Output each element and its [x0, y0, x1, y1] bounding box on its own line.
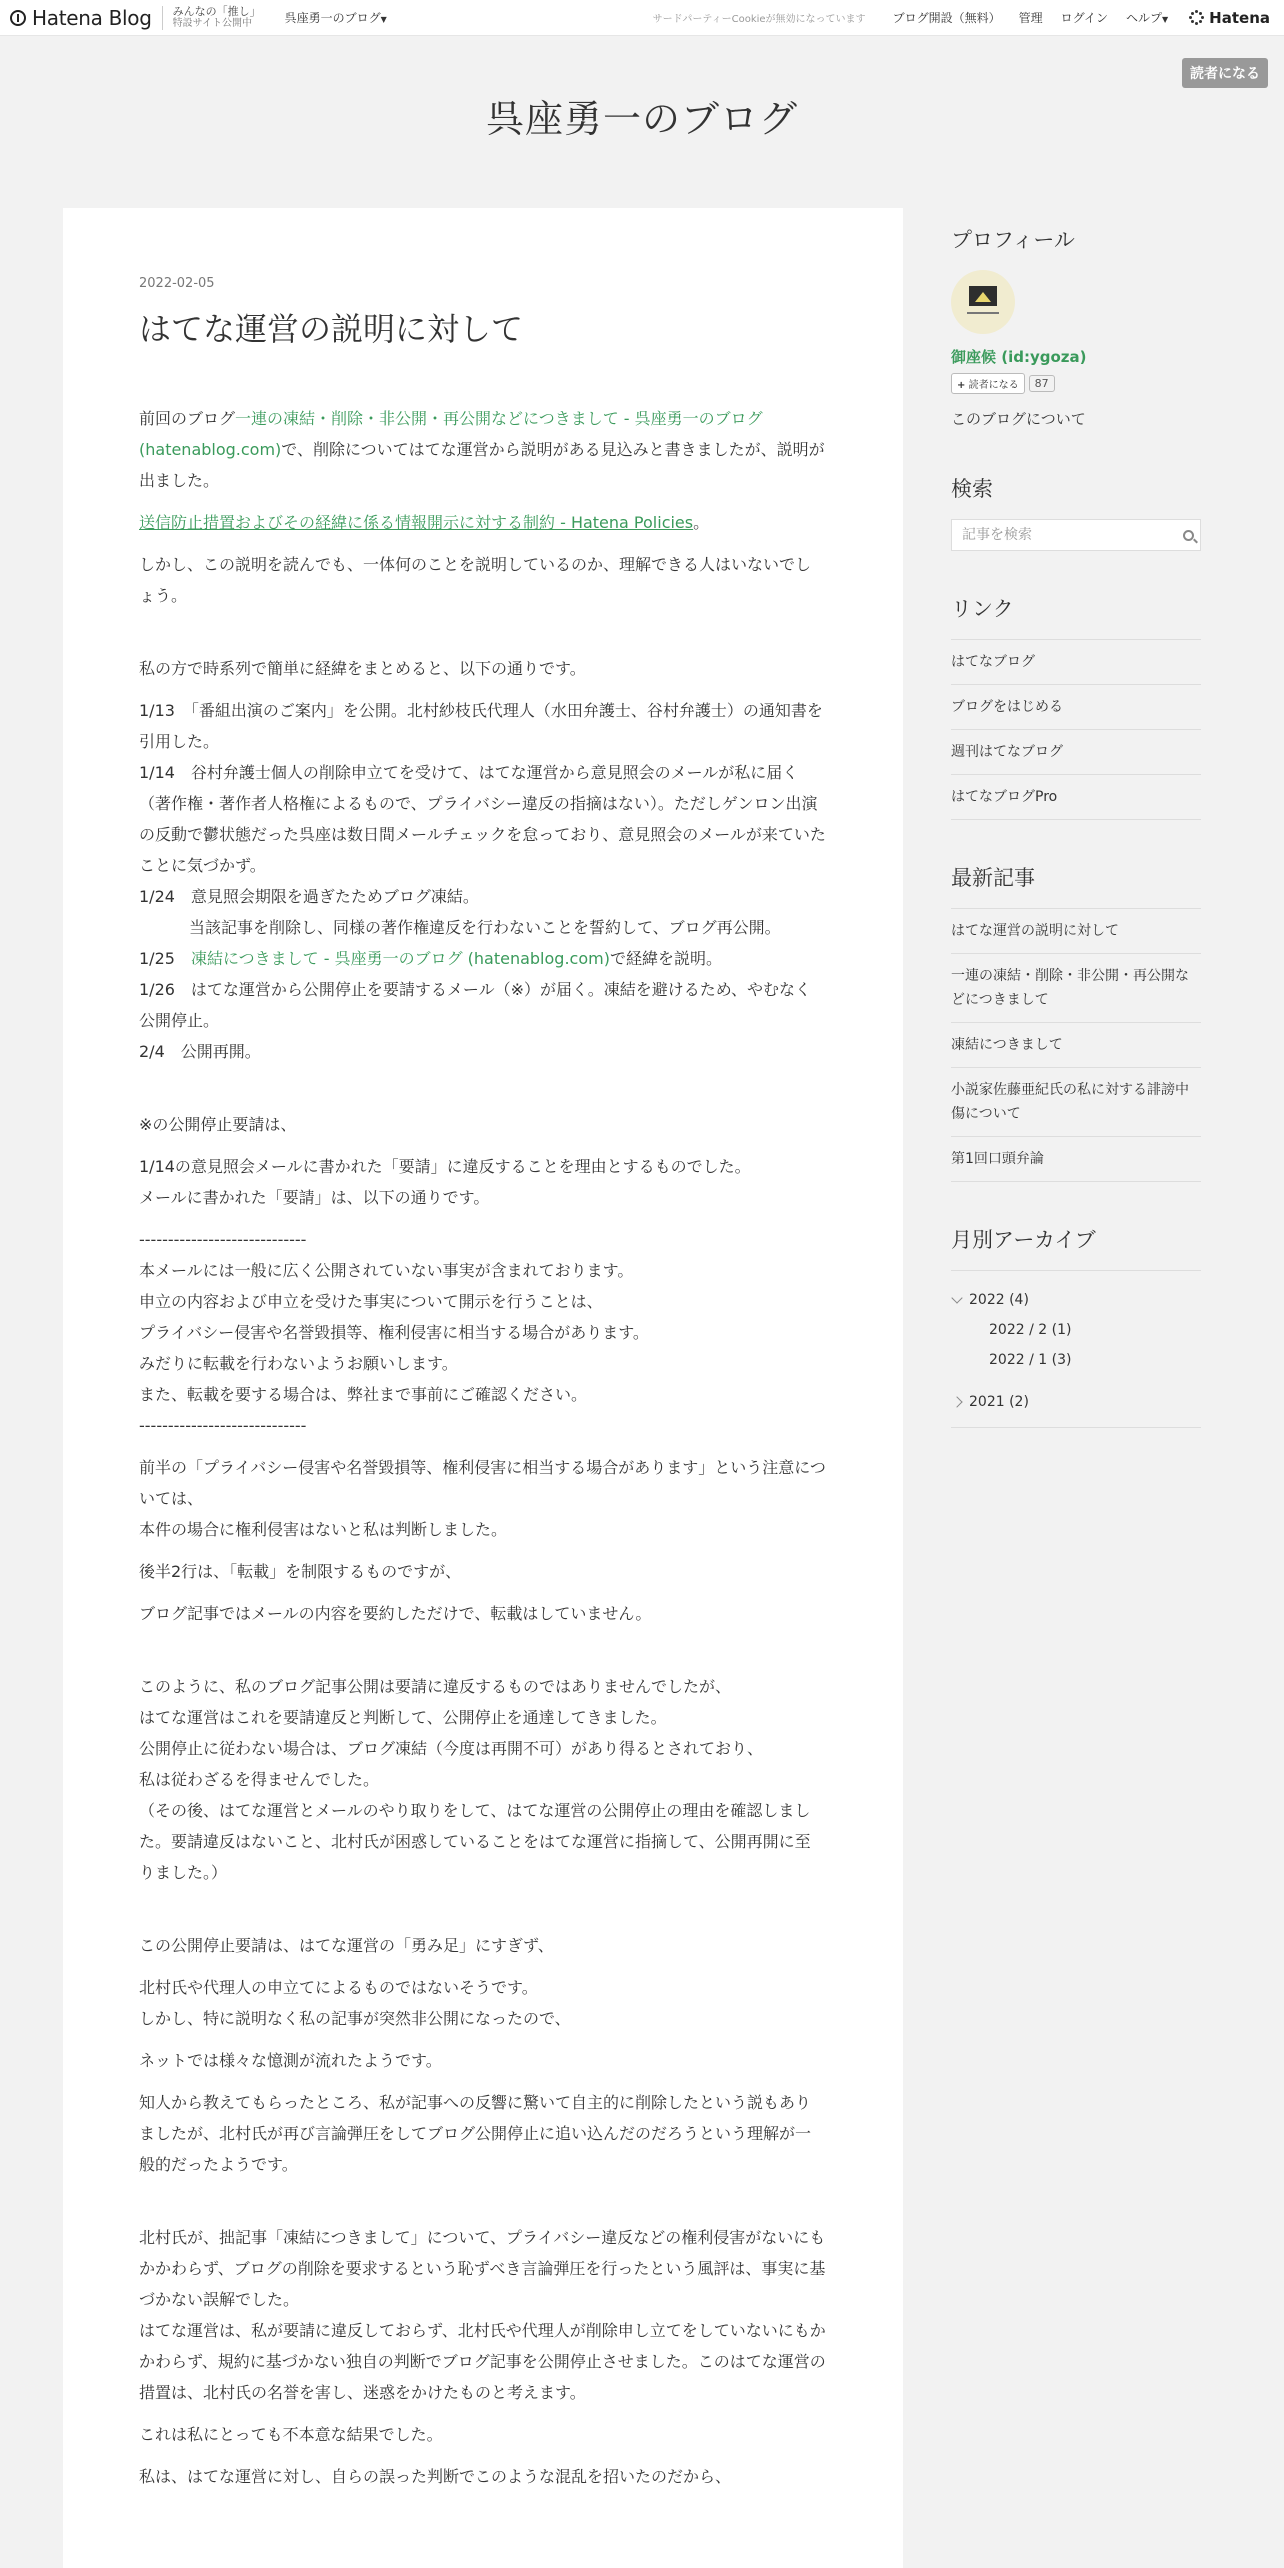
links-heading: リンク	[951, 597, 1014, 621]
search-module	[951, 473, 1201, 551]
recent-post-item[interactable]: 小説家佐藤亜紀氏の私に対する誹謗中傷について	[951, 1068, 1201, 1137]
paragraph: 1/14の意見照会メールに書かれた「要請」に違反することを理由とするものでした。 メールに書かれた「要請」は、以下の通りです。	[139, 1156, 751, 1207]
hatena-blog-icon	[10, 10, 26, 26]
global-header	[0, 0, 1284, 36]
archive-list	[951, 1270, 1201, 1428]
paragraph: 送信防止措置およびその経緯に係る情報開示に対する制約 - Hatena Policies。	[139, 512, 710, 532]
recent-post-item[interactable]: はてな運営の説明に対して	[951, 909, 1201, 954]
recent-post-item[interactable]: 凍結につきまして	[951, 1023, 1201, 1068]
login-link[interactable]: ログイン	[1060, 11, 1108, 25]
previous-post-link[interactable]: 一連の凍結・削除・非公開・再公開などにつきまして - 呉座勇一のブログ (hatenablog.com)	[139, 408, 763, 459]
timeline-item: 当該記事を削除し、同様の著作権違反を行わないことを誓約して、ブログ再公開。	[189, 917, 781, 937]
hatena-policy-link[interactable]: 送信防止措置およびその経緯に係る情報開示に対する制約 - Hatena Policies	[139, 512, 694, 532]
links-module	[951, 593, 1201, 820]
paragraph: ※の公開停止要請は、	[139, 1114, 297, 1134]
paragraph: 知人から教えてもらったところ、私が記事への反響に驚いて自主的に削除したという説もありましたが、北村氏が再び言論弾圧をしてブログ公開停止に追い込んだのだろうという理解が一般的だったようです。	[139, 2092, 812, 2174]
archive-year-2021[interactable]: 2021 (2)	[951, 1387, 1201, 1417]
paragraph: 私の方で時系列で簡単に経緯をまとめると、以下の通りです。	[139, 658, 586, 678]
hatena-blog-logo[interactable]: Hatena Blog	[10, 6, 152, 30]
admin-link[interactable]: 管理	[1018, 11, 1043, 25]
paragraph: 北村氏や代理人の申立てによるものではないそうです。 しかし、特に説明なく私の記事が突然非公開になったので、	[139, 1977, 571, 2028]
sidebar	[951, 208, 1201, 1428]
paragraph: 私は、はてな運営に対し、自らの誤った判断でこのような混乱を招いたのだから、	[139, 2466, 732, 2486]
header-divider	[162, 6, 163, 30]
blog-menu-dropdown[interactable]: 呉座勇一のブログ▼	[284, 11, 387, 25]
freeze-post-link[interactable]: 凍結につきまして - 呉座勇一のブログ (hatenablog.com)	[190, 948, 610, 968]
recent-heading: 最新記事	[951, 866, 1035, 890]
timeline-item: 1/13 「番組出演のご案内」を公開。北村紗枝氏代理人（水田弁護士、谷村弁護士）の通知書を引用した。	[139, 700, 823, 751]
promo-link[interactable]: みんなの「推し」 特設サイト公開中	[172, 4, 261, 29]
paragraph: 前半の「プライバシー侵害や名誉毀損等、権利侵害に相当する場合があります」という注意については、 本件の場合に権利侵害はないと私は判断しました。	[139, 1457, 826, 1539]
hatena-logo[interactable]: Hatena	[1189, 9, 1270, 27]
link-item[interactable]: 週刊はてなブログ	[951, 730, 1201, 775]
recent-posts-module	[951, 862, 1201, 1182]
timeline	[139, 695, 826, 1067]
spacer	[139, 1640, 826, 1671]
paragraph: これは私にとっても不本意な結果でした。	[139, 2424, 443, 2444]
paragraph: この公開停止要請は、はてな運営の「勇み足」にすぎず、	[139, 1935, 554, 1955]
about-blog-link[interactable]: このブログについて	[951, 410, 1086, 428]
timeline-item: 2/4 公開再開。	[139, 1041, 261, 1061]
paragraph: 前回のブログ一連の凍結・削除・非公開・再公開などにつきまして - 呉座勇一のブログ (hatenablog.com)で、削除についてはてな運営から説明がある見込みと書きましたが、説明が出ました。	[139, 408, 825, 490]
article-title[interactable]: はてな運営の説明に対して	[139, 310, 524, 348]
search-box	[951, 519, 1201, 551]
recent-post-item[interactable]: 一連の凍結・削除・非公開・再公開などにつきまして	[951, 954, 1201, 1023]
search-input[interactable]	[960, 526, 1183, 544]
chevron-down-icon[interactable]	[951, 1292, 962, 1303]
subscriber-count[interactable]: 87	[1029, 375, 1055, 392]
caret-down-icon: ▼	[380, 15, 387, 24]
timeline-item: 1/26 はてな運営から公開停止を要請するメール（※）が届く。凍結を避けるため、やむなく公開停止。	[139, 979, 812, 1030]
recent-list	[951, 908, 1201, 1182]
archive-heading: 月別アーカイブ	[951, 1228, 1096, 1252]
link-item[interactable]: はてなブログPro	[951, 775, 1201, 820]
paragraph: このように、私のブログ記事公開は要請に違反するものではありませんでしたが、 はてな運営はこれを要請違反と判断して、公開停止を通達してきました。 公開停止に従わない場合は、ブログ凍結（今度は再開不可）があり得るとされており、 私は従わざるを得ませんでした。 （その後、はてな運営とメールのやり取りをして、はてな運営の公開停止の理由を確認しました。要請違反はないこと、北村氏が困惑していることをはてな運営に指摘して、公開再開に至りました。）	[139, 1676, 811, 1882]
search-icon[interactable]	[1183, 530, 1194, 541]
links-list	[951, 639, 1201, 820]
subscribe-button[interactable]: 読者になる	[1182, 58, 1268, 88]
link-item[interactable]: はてなブログ	[951, 640, 1201, 685]
spacer	[139, 1078, 826, 1109]
profile-subscribe-button[interactable]: + 読者になる	[951, 373, 1025, 394]
cookie-notice[interactable]: サードパーティーCookieが無効になっています	[652, 14, 866, 25]
paragraph: 北村氏が、拙記事「凍結につきまして」について、プライバシー違反などの権利侵害がないにもかかわらず、ブログの削除を要求するという恥ずべき言論弾圧を行ったという風評は、事実に基づかない誤解でした。 はてな運営は、私が要請に違反しておらず、北村氏や代理人が削除申し立てをしていないにもかかわらず、規約に基づかない独自の判断でブログ記事を公開停止させました。このはてな運営の措置は、北村氏の名誉を害し、迷惑をかけたものと考えます。	[139, 2227, 826, 2402]
paragraph: 後半2行は、「転載」を制限するものですが、	[139, 1561, 462, 1581]
avatar[interactable]	[951, 270, 1015, 334]
start-blog-link[interactable]: ブログ開設（無料）	[892, 11, 1001, 25]
spacer	[139, 1899, 826, 1930]
article	[63, 208, 903, 2568]
paragraph: ネットでは様々な憶測が流れたようです。	[139, 2050, 442, 2070]
paragraph: しかし、この説明を読んでも、一体何のことを説明しているのか、理解できる人はいないでしょう。	[139, 554, 812, 605]
chevron-right-icon[interactable]	[951, 1396, 962, 1407]
link-item[interactable]: ブログをはじめる	[951, 685, 1201, 730]
plus-icon: +	[957, 380, 966, 391]
spacer	[139, 2191, 826, 2222]
quoted-request: ----------------------------- 本メールには一般に広く公開されていない事実が含まれております。 申立の内容および申立を受けた事実について開示を行うことは、 プライバシー侵害や名誉毀損等、権利侵害に相当する場合があります。 みだりに転載を行わないようお願いします。 また、転載を要する場合は、弊社まで事前にご確認ください。 -----------------------------	[139, 1229, 649, 1435]
recent-post-item[interactable]: 第1回口頭弁論	[951, 1137, 1201, 1182]
timeline-item: 1/24 意見照会期限を過ぎたためブログ凍結。	[139, 886, 479, 906]
spacer	[139, 622, 826, 653]
help-menu[interactable]: ヘルプ▼	[1126, 11, 1169, 25]
blog-title[interactable]: 呉座勇一のブログ	[485, 97, 798, 141]
article-body	[139, 403, 826, 2492]
archive-module	[951, 1224, 1201, 1428]
paragraph: ブログ記事ではメールの内容を要約しただけで、転載はしていません。	[139, 1603, 652, 1623]
archive-month[interactable]: 2022 / 2 (1)	[989, 1322, 1072, 1338]
archive-month[interactable]: 2022 / 1 (3)	[989, 1352, 1072, 1368]
caret-down-icon: ▼	[1162, 15, 1169, 24]
profile-module	[951, 224, 1201, 429]
archive-year-2022[interactable]: 2022 (4)	[951, 1285, 1201, 1315]
profile-name-link[interactable]: 御座候 (id:ygoza)	[951, 348, 1087, 366]
article-date[interactable]: 2022-02-05	[139, 276, 215, 291]
search-heading: 検索	[951, 477, 993, 501]
hatena-dots-icon	[1189, 10, 1205, 26]
profile-heading: プロフィール	[951, 228, 1075, 252]
timeline-item: 1/14 谷村弁護士個人の削除申立てを受けて、はてな運営から意見照会のメールが私に届く（著作権・著作者人格権によるもので、プライバシー違反の指摘はない）。ただしゲンロン出演の反動で鬱状態だった呉座は数日間メールチェックを怠っており、意見照会のメールが来ていたことに気づかず。	[139, 762, 826, 875]
timeline-item: 1/25 凍結につきまして - 呉座勇一のブログ (hatenablog.com)で経緯を説明。	[139, 948, 722, 968]
